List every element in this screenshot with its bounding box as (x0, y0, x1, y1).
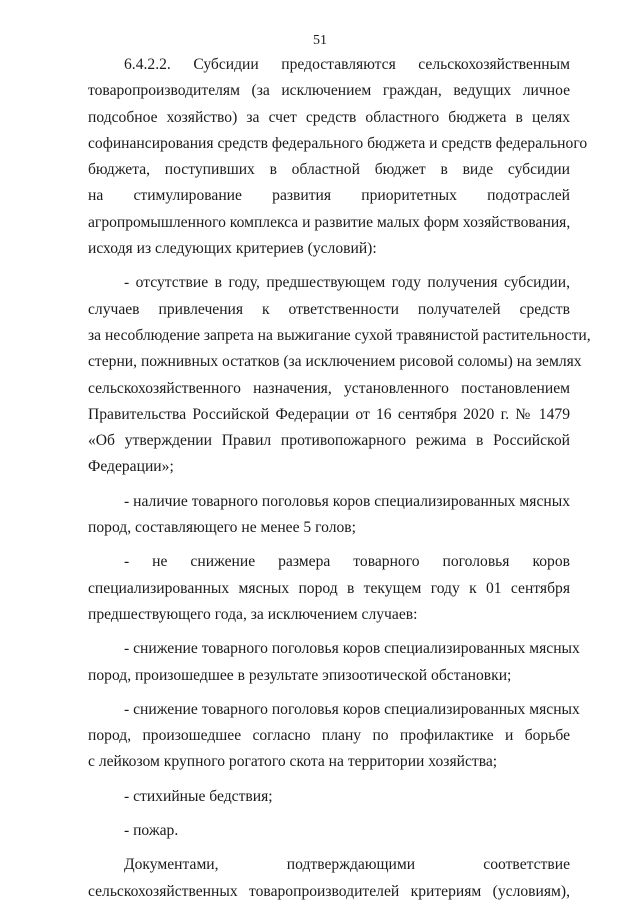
paragraph-gap (88, 628, 570, 636)
text-line: агропромышленного комплекса и развитие малых форм хозяйствования, (88, 213, 571, 231)
document-body (88, 52, 591, 905)
text-line: - стихийные бедствия; (124, 787, 273, 805)
text-line: пород, произошедшее согласно плану по профилактике и борьбе (88, 727, 570, 745)
paragraph-gap (88, 541, 570, 549)
text-line: Правительства Российской Федерации от 16 сентября 2020 г. № 1479 (88, 405, 570, 423)
text-line: пород, составляющего не менее 5 голов; (88, 519, 356, 537)
text-line: за несоблюдение запрета на выжигание сухой травянистой растительности, (88, 326, 591, 344)
text-line: предшествующего года, за исключением случаев: (88, 605, 418, 623)
text-line: сельскохозяйственного назначения, установленного постановлением (88, 379, 570, 397)
text-line: пород, произошедшее в результате эпизоотической обстановки; (88, 666, 512, 684)
paragraph-gap (88, 776, 570, 784)
text-line: 6.4.2.2. Субсидии предоставляются сельскохозяйственным (124, 56, 570, 73)
text-line: с лейкозом крупного рогатого скота на территории хозяйства; (88, 753, 498, 771)
text-line: исходя из следующих критериев (условий): (88, 240, 377, 258)
text-line: на стимулирование развития приоритетных подотраслей (88, 187, 570, 205)
text-line: товаропроизводителям (за исключением граждан, ведущих личное (88, 82, 570, 100)
text-line: сельскохозяйственных товаропроизводителей критериям (условиям), (88, 882, 570, 900)
paragraph-gap (88, 481, 570, 489)
page-number: 51 (313, 33, 327, 48)
text-line: софинансирования средств федерального бюджета и средств федерального (88, 134, 588, 152)
text-line: случаев привлечения к ответственности получателей средств (88, 300, 570, 318)
paragraph-gap (88, 810, 570, 818)
text-line: Документами, подтверждающими соответствие (124, 856, 570, 874)
text-line: стерни, пожнивных остатков (за исключением рисовой соломы) на землях (88, 353, 582, 371)
text-line: - снижение товарного поголовья коров специализированных мясных (124, 640, 580, 658)
text-line: - наличие товарного поголовья коров специализированных мясных (124, 492, 570, 510)
paragraph-gap (88, 262, 570, 270)
paragraph-gap (88, 844, 570, 852)
text-line: - пожар. (124, 822, 179, 840)
text-line: - отсутствие в году, предшествующем году получения субсидии, (124, 274, 570, 292)
text-line: специализированных мясных пород в текущем году к 01 сентября (88, 579, 570, 597)
paragraph-gap (88, 689, 570, 697)
text-line: подсобное хозяйство) за счет средств областного бюджета в целях (88, 108, 570, 126)
text-line: бюджета, поступивших в областной бюджет в виде субсидии (88, 161, 570, 179)
text-line: - не снижение размера товарного поголовья коров (124, 553, 570, 571)
text-line: - снижение товарного поголовья коров специализированных мясных (124, 700, 580, 718)
text-line: Федерации»; (88, 458, 174, 476)
text-line: «Об утверждении Правил противопожарного режима в Российской (88, 432, 570, 450)
